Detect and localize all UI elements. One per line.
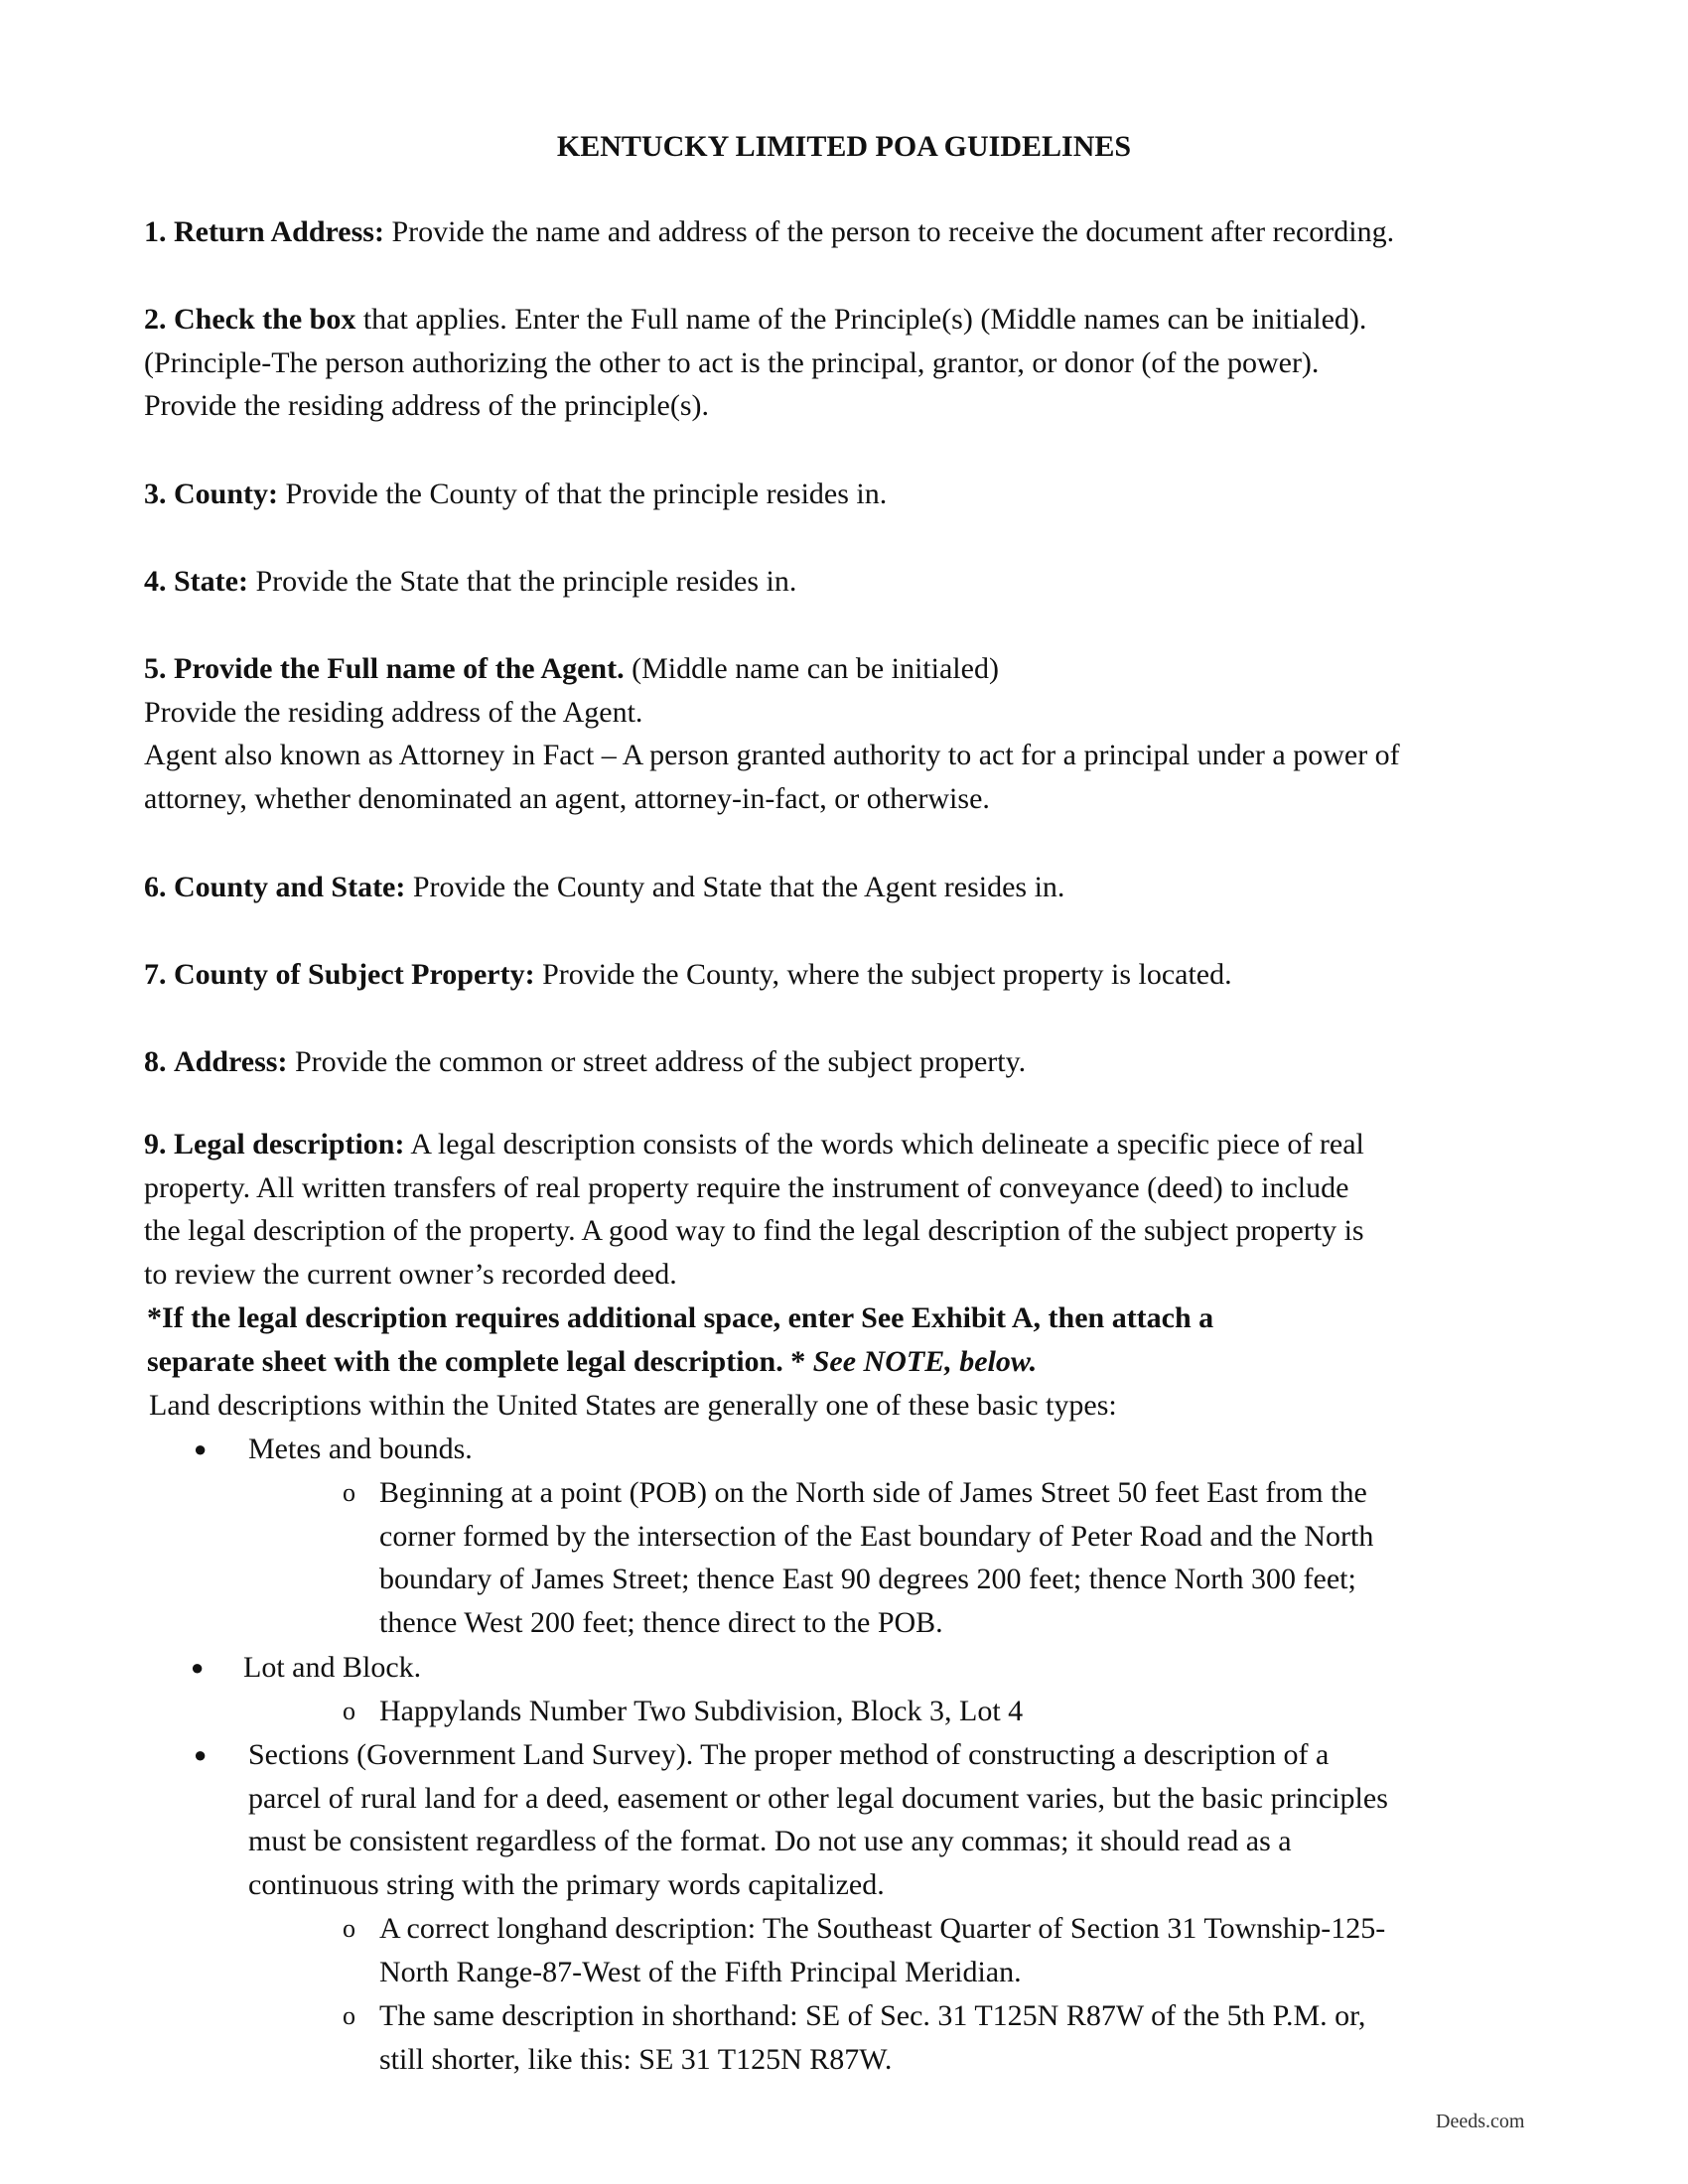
item-text: A legal description consists of the words which delineate a specific piece of real bbox=[404, 1128, 1364, 1160]
item-label: County: bbox=[174, 478, 279, 510]
note-line-bold: separate sheet with the complete legal description. * bbox=[147, 1344, 813, 1378]
example-line: North Range-87-West of the Fifth Principal Meridian. bbox=[379, 1955, 1022, 1988]
example-line: The same description in shorthand: SE of Sec. 31 T125N R87W of the 5th P.M. or, bbox=[379, 1999, 1366, 2032]
item-number: 7. bbox=[144, 958, 167, 991]
type-lot-and-block: Lot and Block. bbox=[243, 1651, 422, 1684]
item-text: Provide the name and address of the person to receive the document after recording. bbox=[383, 215, 1395, 248]
item-text: (Middle name can be initialed) bbox=[624, 652, 999, 685]
item-county-and-state bbox=[144, 866, 1564, 909]
type-sections-line: continuous string with the primary words capitalized. bbox=[248, 1867, 885, 1901]
type-metes-and-bounds: Metes and bounds. bbox=[248, 1433, 473, 1465]
type-sections-line: parcel of rural land for a deed, easement or other legal document varies, but the basic principles bbox=[248, 1781, 1388, 1815]
item-county-of-property bbox=[144, 953, 1564, 997]
item-return-address bbox=[144, 210, 1564, 254]
item-number: 9. bbox=[144, 1128, 167, 1160]
land-intro-text: Land descriptions within the United States are generally one of these basic types: bbox=[149, 1389, 1117, 1422]
item-agent-name bbox=[144, 647, 1564, 820]
item-text: Provide the common or street address of the subject property. bbox=[287, 1045, 1027, 1078]
sub-bullet-icon: o bbox=[343, 1914, 355, 1943]
sub-bullet-icon: o bbox=[343, 1478, 355, 1507]
item-label: Return Address: bbox=[174, 215, 384, 248]
item-number: 1. bbox=[144, 215, 167, 248]
item-number: 6. bbox=[144, 871, 167, 903]
item-label: Provide the Full name of the Agent. bbox=[174, 652, 625, 685]
item-line: Provide the residing address of the principle(s). bbox=[144, 389, 710, 422]
item-county bbox=[144, 473, 1564, 516]
example-line: thence West 200 feet; thence direct to the POB. bbox=[379, 1605, 943, 1639]
item-line: Agent also known as Attorney in Fact – A person granted authority to act for a principal under a power of bbox=[144, 739, 1400, 771]
example-line: corner formed by the intersection of the East boundary of Peter Road and the North bbox=[379, 1519, 1374, 1553]
bullet-icon: ● bbox=[191, 1655, 205, 1680]
page-title: KENTUCKY LIMITED POA GUIDELINES bbox=[556, 130, 1132, 163]
example-line: Beginning at a point (POB) on the North side of James Street 50 feet East from the bbox=[379, 1476, 1367, 1509]
item-text: that applies. Enter the Full name of the Principle(s) (Middle names can be initialed). bbox=[355, 303, 1367, 336]
item-state bbox=[144, 560, 1564, 604]
item-text: Provide the County of that the principle resides in. bbox=[278, 478, 888, 510]
item-text: Provide the State that the principle resides in. bbox=[247, 565, 797, 598]
item-line: (Principle-The person authorizing the other to act is the principal, grantor, or donor (of the power). bbox=[144, 345, 1320, 379]
item-label: Check the box bbox=[174, 303, 356, 336]
item-check-box bbox=[144, 298, 1564, 428]
item-label: State: bbox=[174, 565, 248, 598]
item-number: 8. bbox=[144, 1045, 167, 1078]
item-text: Provide the County, where the subject property is located. bbox=[534, 958, 1232, 991]
note-line-italic: See NOTE, below. bbox=[812, 1344, 1038, 1378]
item-legal-description bbox=[144, 1123, 1564, 1296]
bullet-icon: ● bbox=[194, 1436, 208, 1461]
type-sections-label: Sections (Government Land Survey). The proper method of constructing a description of a bbox=[248, 1738, 1330, 1771]
item-line: the legal description of the property. A good way to find the legal description of the subject property is bbox=[144, 1214, 1364, 1247]
item-label: County of Subject Property: bbox=[174, 958, 535, 991]
lot-block-example: Happylands Number Two Subdivision, Block 3, Lot 4 bbox=[379, 1695, 1024, 1727]
item-number: 5. bbox=[144, 652, 167, 685]
metes-example bbox=[379, 1471, 1571, 1644]
item-label: Address: bbox=[174, 1045, 288, 1078]
item-label: Legal description: bbox=[174, 1128, 405, 1160]
sub-bullet-icon: o bbox=[343, 2001, 355, 2030]
land-intro bbox=[149, 1384, 1569, 1428]
type-sections-line: must be consistent regardless of the format. Do not use any commas; it should read as a bbox=[248, 1825, 1292, 1857]
sub-bullet-icon: o bbox=[343, 1697, 355, 1725]
item-line: Provide the residing address of the Agent. bbox=[144, 695, 643, 729]
item-number: 2. bbox=[144, 303, 167, 336]
longhand-example bbox=[379, 1907, 1571, 1993]
item-line: to review the current owner’s recorded deed. bbox=[144, 1257, 677, 1291]
shorthand-example bbox=[379, 1994, 1571, 2081]
item-line: property. All written transfers of real property require the instrument of conveyance (deed) to include bbox=[144, 1170, 1349, 1204]
example-line: still shorter, like this: SE 31 T125N R87W. bbox=[379, 2042, 893, 2076]
exhibit-note bbox=[147, 1297, 1567, 1383]
footer-brand: Deeds.com bbox=[1436, 2111, 1525, 2132]
item-number: 4. bbox=[144, 565, 167, 598]
type-sections bbox=[248, 1733, 1559, 1906]
item-address bbox=[144, 1040, 1564, 1084]
item-text: Provide the County and State that the Agent resides in. bbox=[405, 871, 1065, 903]
note-line: *If the legal description requires additional space, enter See Exhibit A, then attach a bbox=[147, 1301, 1214, 1334]
item-line: attorney, whether denominated an agent, attorney-in-fact, or otherwise. bbox=[144, 781, 990, 815]
item-label: County and State: bbox=[174, 871, 406, 903]
item-number: 3. bbox=[144, 478, 167, 510]
bullet-icon: ● bbox=[194, 1742, 208, 1767]
example-line: A correct longhand description: The Southeast Quarter of Section 31 Township-125- bbox=[379, 1912, 1386, 1945]
example-line: boundary of James Street; thence East 90 degrees 200 feet; thence North 300 feet; bbox=[379, 1563, 1356, 1595]
